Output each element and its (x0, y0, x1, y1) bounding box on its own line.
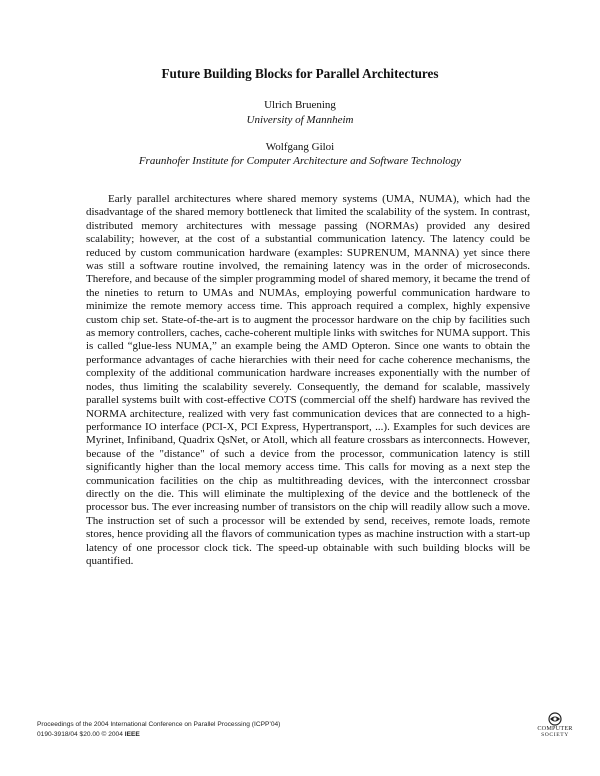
author-name-2: Wolfgang Giloi (265, 141, 335, 153)
author-affiliation-2: Fraunhofer Institute for Computer Architecture and Software Technology (138, 155, 462, 167)
footer-proceedings-line: Proceedings of the 2004 International Conference on Parallel Processing (ICPP’04) (37, 721, 281, 728)
author-affiliation-1: University of Mannheim (246, 114, 354, 126)
logo-text-computer: COMPUTER (537, 725, 573, 732)
paper-title: Future Building Blocks for Parallel Architectures (161, 66, 439, 81)
footer-copyright-line (37, 730, 280, 740)
computer-society-logo-icon (548, 712, 562, 726)
author-name-1: Ulrich Bruening (264, 99, 336, 111)
proceedings-footer (37, 720, 280, 740)
abstract-paragraph: Early parallel architectures where shared memory systems (UMA, NUMA), which had the disadvantage of the shared memory bottleneck that limited the scalability of the system. In contrast, distributed memory architectures with message passing (NORMAs) provided any desired scalability; however, at the cost of a substantial communication latency. The latency could be reduced by custom communication hardware (examples: SUPRENUM, MANNA) yet since there was still a software routine involved, the remaining latency was in the order of microseconds. Therefore, and because of the simpler programming model of shared memory, it became the trend of the nineties to return to UMAs and NUMAs, employing powerful communication hardware to minimize the remote memory access time. This approach required a complex, highly expensive custom chip set. State-of-the-art is to augment the processor hardware on the chip by facilities such as memory controllers, caches, cache-coherent multiple links with switches for NUMA support. This is called “glue-less NUMA,” an example being the AMD Opteron. Since one wants to obtain the performance advantages of cache hierarchies with their need for cache coherence mechanisms, the complexity of the additional communication hardware increases exponentially with the number of nodes, thus limiting the scalability severely. Consequently, the demand for scalable, massively parallel systems built with cost-effective COTS (commercial off the shelf) hardware has revived the NORMA architecture, realized with very fast communication devices that are connected to a high-performance IO interface (PCI-X, PCI Express, Hypertransport, ...). Examples for such devices are Myrinet, Infiniband, Quadrix QsNet, or Atoll, which all feature crossbars as interconnects. However, because of the "distance" of such a device from the processor, communication latency is still significantly higher than the local memory access time. This calls for moving as a next step the communication facilities on the chip as multithreading devices, with the interconnect crossbar directly on the die. This will eliminate the multiplexing of the device and the bottleneck of the processor bus. The ever increasing number of transistors on the chip will readily allow such a move. The instruction set of such a processor will be extended by send, receives, remote loads, remote stores, hence providing all the flavors of communication types as machine instruction with a start-up latency of one processor clock tick. The speed-up obtainable with such building blocks will be quantified. (86, 193, 530, 567)
footer-ieee-brand: IEEE (124, 731, 140, 738)
computer-society-logo (536, 712, 574, 752)
logo-text-society: SOCIETY (541, 732, 569, 738)
footer-copyright-text: 0190-3918/04 $20.00 © 2004 (37, 731, 123, 738)
